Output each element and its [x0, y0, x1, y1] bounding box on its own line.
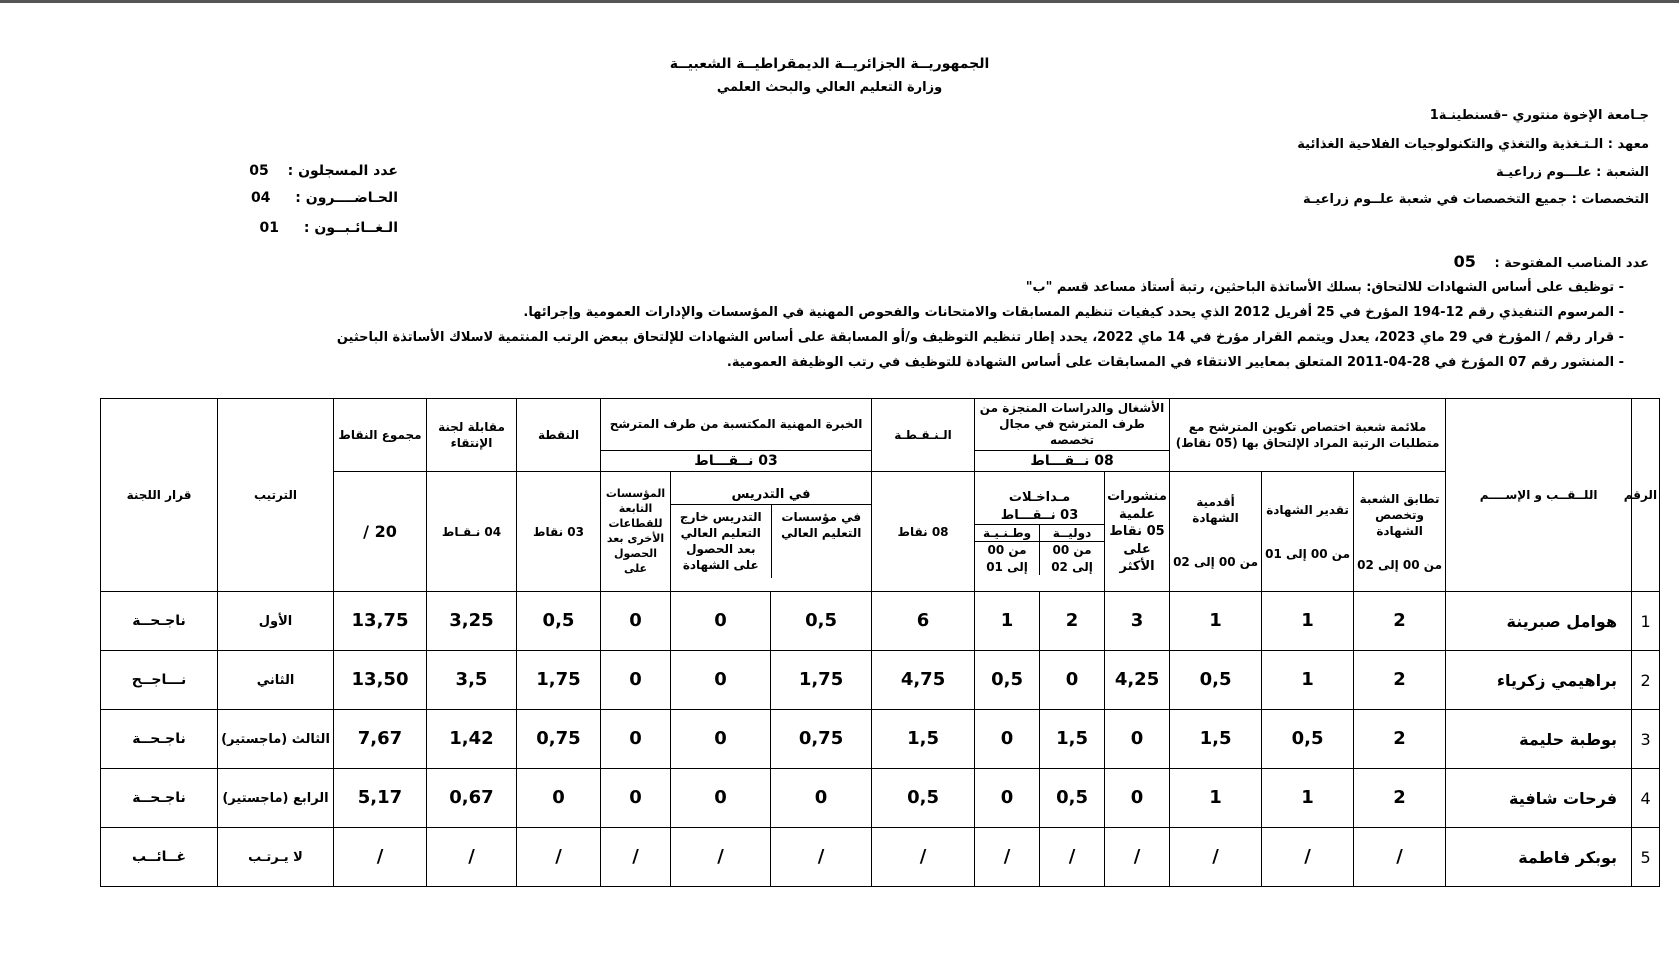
cell-natl: 0,5 — [975, 651, 1040, 710]
cell-rank: الرابع (ماجستير) — [218, 769, 334, 828]
cell-num: 2 — [1632, 651, 1660, 710]
cell-other: 0 — [601, 769, 671, 828]
table-row — [101, 769, 1660, 828]
cell-score2: / — [517, 828, 601, 887]
header-pubs — [1105, 472, 1170, 592]
present-label: الحـاضــــرون : — [295, 190, 398, 206]
specialties-line: التخصصات : جميع التخصصات في شعبة علــوم زراعيـة — [1303, 192, 1649, 207]
open-positions-value: 05 — [1453, 252, 1476, 271]
cell-seniority: / — [1170, 828, 1262, 887]
cell-intl: 1,5 — [1040, 710, 1105, 769]
cell-decision: غــائــب — [101, 828, 218, 887]
cell-interview: 3,5 — [427, 651, 517, 710]
cell-total: 13,50 — [334, 651, 427, 710]
decree-line-3: - قرار رقم / المؤرخ في 29 ماي 2023، يعدل ويتمم القرار مؤرخ في 14 ماي 2022، يحدد إطار تنظيم التوظيف و/أو المسابقة على أساس الشهادات للإلتحاق ببعض الرتب المنتمية لاسلاك الأساتذة الباحثين — [336, 330, 1624, 345]
cell-num: 4 — [1632, 769, 1660, 828]
header-num: الرقم — [1632, 399, 1660, 592]
present-value: 04 — [250, 190, 271, 206]
header-interview-points: 04 نـقـاط — [427, 472, 517, 592]
header-talks-points: 03 نــقـــاط — [975, 507, 1104, 526]
cell-intl: 0,5 — [1040, 769, 1105, 828]
table-row — [101, 592, 1660, 651]
absent-value: 01 — [259, 220, 280, 236]
cell-total: / — [334, 828, 427, 887]
header-intl-range: من 00 إلى 02 — [1051, 543, 1093, 574]
registered-count — [249, 163, 398, 179]
cell-match: 2 — [1354, 710, 1446, 769]
cell-teach-out: / — [671, 828, 771, 887]
header-experience: الخبرة المهنية المكتسبة من طرف المترشح — [601, 399, 872, 451]
cell-total: 7,67 — [334, 710, 427, 769]
cell-match: 2 — [1354, 651, 1446, 710]
cell-rank: الأول — [218, 592, 334, 651]
header-talks-label: مـداخـلات — [1008, 490, 1071, 506]
cell-interview: / — [427, 828, 517, 887]
table-row — [101, 651, 1660, 710]
cell-rank: الثالث (ماجستير) — [218, 710, 334, 769]
cell-name: بوطبة حليمة — [1446, 710, 1632, 769]
header-total: مجموع النقاط — [334, 399, 427, 472]
header-other: المؤسسات التابعة للقطاعات الأخرى بعد الحصول على — [601, 472, 671, 592]
cell-seniority: 1 — [1170, 592, 1262, 651]
ministry-title: وزارة التعليم العالي والبحث العلمي — [716, 80, 943, 95]
cell-natl: 1 — [975, 592, 1040, 651]
talks-subheaders — [975, 525, 1104, 575]
cell-num: 3 — [1632, 710, 1660, 769]
registered-value: 05 — [249, 163, 269, 179]
header-score2-points: 03 نقاط — [517, 472, 601, 592]
cell-teach-out: 0 — [671, 769, 771, 828]
header-name: اللــقــب و الإســــم — [1446, 399, 1632, 592]
header-pubs-points: 05 نقاط على الأكثر — [1109, 524, 1165, 575]
cell-name: بوبكر فاطمة — [1446, 828, 1632, 887]
present-count — [250, 190, 398, 206]
cell-score2: 0,5 — [517, 592, 601, 651]
cell-decision: نـــاجــح — [101, 651, 218, 710]
cell-match: 2 — [1354, 592, 1446, 651]
header-works: الأشغال والدراسات المنجزة من طرف المترشح في مجال تخصصه — [975, 399, 1170, 451]
cell-rank: لا يـرتـب — [218, 828, 334, 887]
header-score1: الـنـقـطـة — [872, 399, 975, 472]
cell-natl: / — [975, 828, 1040, 887]
cell-name: براهيمي زكرياء — [1446, 651, 1632, 710]
cell-intl: / — [1040, 828, 1105, 887]
cell-natl: 0 — [975, 769, 1040, 828]
header-total-points: 20 / — [334, 472, 427, 592]
cell-teach-out: 0 — [671, 710, 771, 769]
results-table — [100, 398, 1660, 887]
teaching-subheaders — [671, 505, 871, 578]
cell-seniority: 1 — [1170, 769, 1262, 828]
header-score2: النقطة — [517, 399, 601, 472]
cell-num: 5 — [1632, 828, 1660, 887]
header-fit: ملائمة شعبة اختصاص تكوين المترشح مع متطلبات الرتبة المراد الإلتحاق بها (05 نقاط) — [1170, 399, 1446, 472]
header-teach-out: التدريس خارج التعليم العالي بعد الحصول على الشهادة — [679, 509, 762, 573]
cell-teach-out: 0 — [671, 592, 771, 651]
cell-total: 5,17 — [334, 769, 427, 828]
cell-score1: / — [872, 828, 975, 887]
header-match — [1354, 472, 1446, 592]
header-intl-label: دوليــة — [1040, 525, 1104, 542]
cell-score2: 0,75 — [517, 710, 601, 769]
header-intl — [1039, 525, 1104, 575]
cell-interview: 0,67 — [427, 769, 517, 828]
open-positions-label: عدد المناصب المفتوحة : — [1494, 256, 1649, 271]
header-works-points: 08 نــقـــاط — [975, 450, 1170, 472]
cell-other: 0 — [601, 710, 671, 769]
cell-grade: 1 — [1262, 592, 1354, 651]
cell-seniority: 1,5 — [1170, 710, 1262, 769]
header-match-range: من 00 إلى 02 — [1357, 558, 1443, 573]
cell-score1: 0,5 — [872, 769, 975, 828]
cell-teach-out: 0 — [671, 651, 771, 710]
cell-decision: ناجـحــة — [101, 769, 218, 828]
registered-label: عدد المسجلون : — [287, 163, 398, 179]
cell-decision: ناجـحــة — [101, 592, 218, 651]
branch-line: الشعبة : علـــوم زراعيـة — [1495, 165, 1649, 180]
institute-line: معهد : الـتـغذية والتغذي والتكنولوجيات الفلاحية الغذائية — [1297, 137, 1649, 152]
header-talks — [975, 472, 1105, 592]
header-decision: قرار اللجنة — [101, 399, 218, 592]
header-score1-points: 08 نقاط — [872, 472, 975, 592]
cell-match: / — [1354, 828, 1446, 887]
cell-score1: 1,5 — [872, 710, 975, 769]
cell-other: 0 — [601, 651, 671, 710]
cell-pubs: 3 — [1105, 592, 1170, 651]
cell-intl: 0 — [1040, 651, 1105, 710]
header-interview: مقابلة لجنة الإنتقاء — [427, 399, 517, 472]
cell-score2: 0 — [517, 769, 601, 828]
table-row — [101, 828, 1660, 887]
top-border — [0, 0, 1679, 3]
header-teach-in: في مؤسسات التعليم العالي — [771, 505, 872, 578]
cell-other: 0 — [601, 592, 671, 651]
cell-pubs: 4,25 — [1105, 651, 1170, 710]
republic-title: الجمهوريــة الجزائريــة الديمقراطيــة الشعبيــة — [669, 56, 990, 72]
cell-grade: 1 — [1262, 651, 1354, 710]
header-pubs-label: منشورات علمية — [1107, 489, 1167, 522]
header-natl-range: من 00 إلى 01 — [986, 543, 1028, 574]
absent-label: الـغــائـبــون : — [303, 220, 398, 236]
header-teaching-label: في التدريس — [671, 486, 871, 505]
header-grade-label: تقدير الشهادة — [1266, 502, 1349, 517]
cell-grade: 0,5 — [1262, 710, 1354, 769]
cell-teach-in: 1,75 — [771, 651, 872, 710]
header-natl — [975, 525, 1039, 575]
cell-natl: 0 — [975, 710, 1040, 769]
header-teaching — [671, 472, 872, 592]
cell-pubs: 0 — [1105, 710, 1170, 769]
decree-line-1: - توظيف على أساس الشهادات للالتحاق: بسلك الأساتذة الباحثين، رتبة أستاذ مساعد قسم "ب" — [1025, 280, 1624, 295]
cell-score1: 4,75 — [872, 651, 975, 710]
open-positions-line — [1454, 252, 1649, 271]
cell-teach-in: 0 — [771, 769, 872, 828]
university-line: جـامعة الإخوة منتوري –قسنطينـة1 — [1429, 108, 1649, 123]
header-rank: الترتيب — [218, 399, 334, 592]
cell-teach-in: 0,75 — [771, 710, 872, 769]
cell-match: 2 — [1354, 769, 1446, 828]
cell-pubs: / — [1105, 828, 1170, 887]
header-grade — [1262, 472, 1354, 592]
cell-interview: 1,42 — [427, 710, 517, 769]
cell-pubs: 0 — [1105, 769, 1170, 828]
header-match-label: تطابق الشعبة وتخصص الشهادة — [1359, 491, 1440, 538]
table-row — [101, 710, 1660, 769]
cell-seniority: 0,5 — [1170, 651, 1262, 710]
cell-name: هوامل صبرينة — [1446, 592, 1632, 651]
cell-num: 1 — [1632, 592, 1660, 651]
cell-teach-in: 0,5 — [771, 592, 872, 651]
cell-score1: 6 — [872, 592, 975, 651]
header-exp-points: 03 نــقـــاط — [601, 450, 872, 472]
absent-count — [259, 220, 398, 236]
cell-intl: 2 — [1040, 592, 1105, 651]
cell-name: فرحات شافية — [1446, 769, 1632, 828]
header-natl-label: وطـنـيـة — [975, 525, 1039, 542]
cell-decision: ناجـحــة — [101, 710, 218, 769]
cell-score2: 1,75 — [517, 651, 601, 710]
decree-line-2: - المرسوم التنفيذي رقم 12-194 المؤرخ في 25 أفريل 2012 الذي يحدد كيفيات تنظيم المسابقات والامتحانات والفحوص المهنية في المؤسسات والإدارات العمومية وإجرائها. — [523, 305, 1624, 320]
header-seniority-label: أقدمية الشهادة — [1192, 494, 1239, 525]
header-seniority — [1170, 472, 1262, 592]
header-seniority-range: من 00 إلى 02 — [1173, 555, 1259, 570]
cell-total: 13,75 — [334, 592, 427, 651]
cell-teach-in: / — [771, 828, 872, 887]
cell-grade: 1 — [1262, 769, 1354, 828]
cell-interview: 3,25 — [427, 592, 517, 651]
cell-other: / — [601, 828, 671, 887]
cell-grade: / — [1262, 828, 1354, 887]
cell-rank: الثاني — [218, 651, 334, 710]
header-grade-range: من 00 إلى 01 — [1265, 546, 1351, 561]
decree-line-4: - المنشور رقم 07 المؤرخ في 28-04-2011 المتعلق بمعايير الانتقاء في المسابقات على أساس الشهادة للتوظيف في رتب الوظيفة العمومية. — [726, 355, 1624, 370]
